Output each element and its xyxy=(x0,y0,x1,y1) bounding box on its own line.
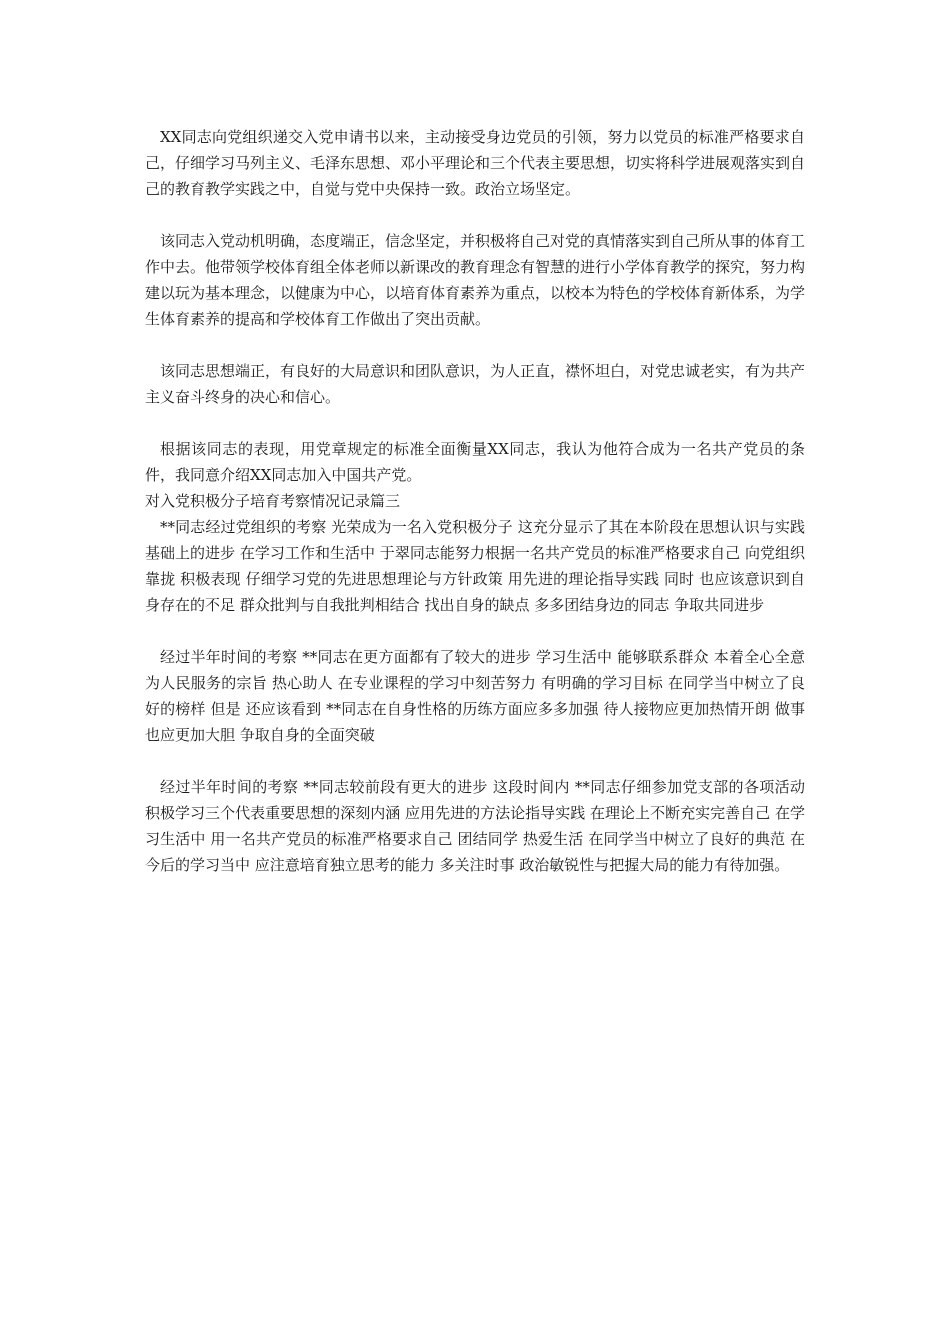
document-body xyxy=(145,124,805,878)
paragraph-gap xyxy=(145,202,805,228)
section-heading: 对入党积极分子培育考察情况记录篇三 xyxy=(145,492,401,510)
paragraph-gap xyxy=(145,410,805,436)
paragraph-7: 经过半年时间的考察 **同志较前段有更大的进步 这段时间内 **同志仔细参加党支部的各项活动 积极学习三个代表重要思想的深刻内涵 应用先进的方法论指导实践 在理论上不断充实完善自己 在学习生活中 用一名共产党员的标准严格要求自己 团结同学 热爱生活 在同学当中树立了良好的典范 在今后的学习当中 应注意培育独立思考的能力 多关注时事 政治敏锐性与把握大局的能力有待加强。 xyxy=(145,778,805,874)
paragraph-1: XX同志向党组织递交入党申请书以来，主动接受身边党员的引领，努力以党员的标准严格要求自己，仔细学习马列主义、毛泽东思想、邓小平理论和三个代表主要思想，切实将科学进展观落实到自己的教育教学实践之中，自觉与党中央保持一致。政治立场坚定。 xyxy=(145,128,806,198)
paragraph-5: **同志经过党组织的考察 光荣成为一名入党积极分子 这充分显示了其在本阶段在思想认识与实践基础上的进步 在学习工作和生活中 于翠同志能努力根据一名共产党员的标准严格要求自己 向党组织靠拢 积极表现 仔细学习党的先进思想理论与方针政策 用先进的理论指导实践 同时 也应该意识到自身存在的不足 群众批判与自我批判相结合 找出自身的缺点 多多团结身边的同志 争取共同进步 xyxy=(145,518,805,614)
paragraph-2: 该同志入党动机明确，态度端正，信念坚定，并积极将自己对党的真情落实到自己所从事的体育工作中去。他带领学校体育组全体老师以新课改的教育理念有智慧的进行小学体育教学的探究，努力构建以玩为基本理念，以健康为中心，以培育体育素养为重点，以校本为特色的学校体育新体系，为学生体育素养的提高和学校体育工作做出了突出贡献。 xyxy=(145,232,806,328)
paragraph-3: 该同志思想端正，有良好的大局意识和团队意识，为人正直，襟怀坦白，对党忠诚老实，有为共产主义奋斗终身的决心和信心。 xyxy=(145,362,806,406)
paragraph-gap xyxy=(145,748,805,774)
paragraph-6: 经过半年时间的考察 **同志在更方面都有了较大的进步 学习生活中 能够联系群众 本着全心全意为人民服务的宗旨 热心助人 在专业课程的学习中刻苦努力 有明确的学习目标 在同学当中树立了良好的榜样 但是 还应该看到 **同志在自身性格的历练方面应多多加强 待人接物应更加热情开朗 做事也应更加大胆 争取自身的全面突破 xyxy=(145,648,805,744)
paragraph-4: 根据该同志的表现，用党章规定的标准全面衡量XX同志，我认为他符合成为一名共产党员的条件，我同意介绍XX同志加入中国共产党。 xyxy=(145,440,805,484)
paragraph-gap xyxy=(145,618,805,644)
paragraph-gap xyxy=(145,332,805,358)
